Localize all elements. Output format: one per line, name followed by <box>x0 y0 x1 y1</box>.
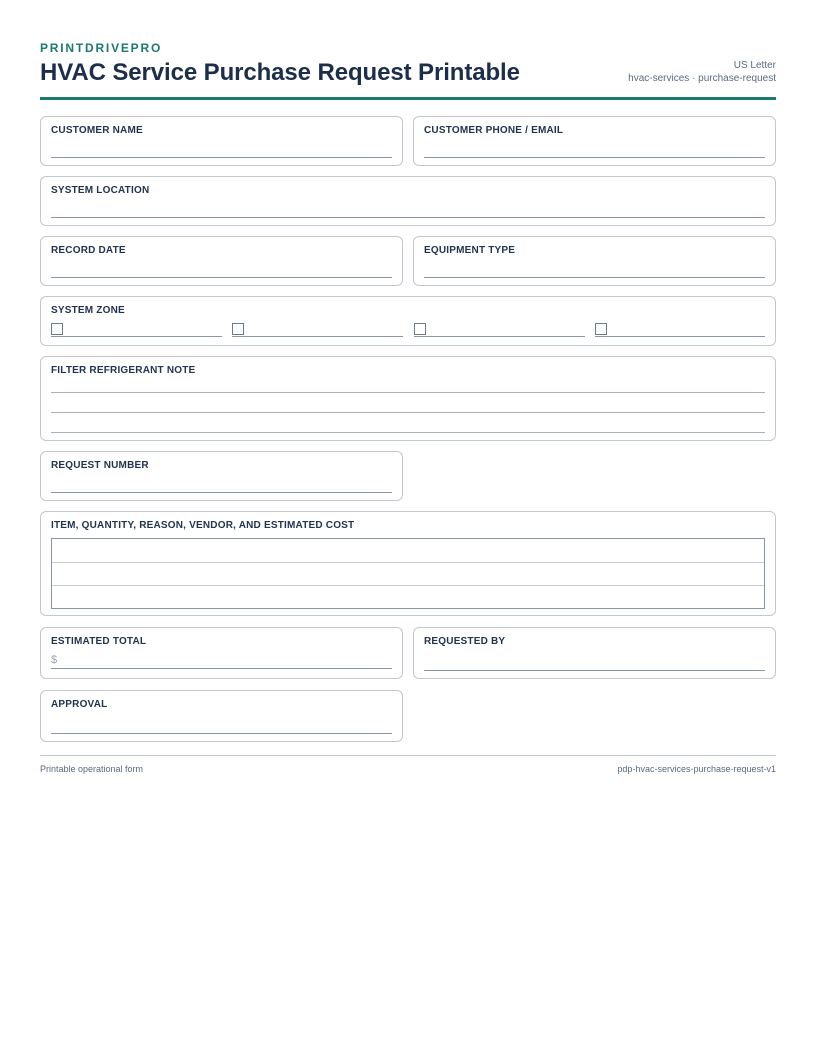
system-zone-label: SYSTEM ZONE <box>51 305 125 316</box>
request-number-label: REQUEST NUMBER <box>51 460 149 471</box>
zone-line-4[interactable] <box>595 336 765 337</box>
estimated-total-label: ESTIMATED TOTAL <box>51 636 147 647</box>
items-grid[interactable] <box>51 538 765 609</box>
system-location-line[interactable] <box>51 217 765 218</box>
header-rule <box>40 97 776 100</box>
estimated-total-field[interactable] <box>40 627 403 679</box>
form-header <box>40 40 776 98</box>
equipment-type-field[interactable] <box>413 236 776 286</box>
customer-name-field[interactable] <box>40 116 403 166</box>
customer-contact-field[interactable] <box>413 116 776 166</box>
zone-line-3[interactable] <box>414 336 585 337</box>
zone-checkbox-1[interactable] <box>51 323 63 335</box>
requested-by-field[interactable] <box>413 627 776 679</box>
zone-option-2[interactable] <box>232 323 403 338</box>
request-number-field[interactable] <box>40 451 403 501</box>
approval-label: APPROVAL <box>51 699 108 710</box>
grid-divider-2 <box>52 585 764 586</box>
footer-rule <box>40 755 776 756</box>
zone-checkbox-3[interactable] <box>414 323 426 335</box>
equipment-type-line[interactable] <box>424 277 765 278</box>
zone-line-2[interactable] <box>232 336 403 337</box>
customer-name-line[interactable] <box>51 157 392 158</box>
footer-description: Printable operational form <box>40 764 144 774</box>
system-location-field[interactable] <box>40 176 776 226</box>
form-category: hvac-services · purchase-request <box>628 73 776 84</box>
requested-by-label: REQUESTED BY <box>424 636 506 647</box>
customer-contact-label: CUSTOMER PHONE / EMAIL <box>424 125 564 136</box>
record-date-label: RECORD DATE <box>51 245 126 256</box>
record-date-line[interactable] <box>51 277 392 278</box>
zone-option-1[interactable] <box>51 323 222 338</box>
note-line-3[interactable] <box>51 432 765 433</box>
approval-line[interactable] <box>51 733 392 734</box>
estimated-total-line[interactable] <box>51 668 392 669</box>
customer-contact-line[interactable] <box>424 157 765 158</box>
items-table-field <box>40 511 776 616</box>
customer-name-label: CUSTOMER NAME <box>51 125 143 136</box>
filter-note-field[interactable] <box>40 356 776 441</box>
note-line-2[interactable] <box>51 412 765 413</box>
approval-field[interactable] <box>40 690 403 742</box>
note-line-1[interactable] <box>51 392 765 393</box>
brand-name: PRINTDRIVEPRO <box>40 41 163 55</box>
system-location-label: SYSTEM LOCATION <box>51 185 150 196</box>
record-date-field[interactable] <box>40 236 403 286</box>
zone-option-3[interactable] <box>414 323 585 338</box>
request-number-line[interactable] <box>51 492 392 493</box>
system-zone-field <box>40 296 776 346</box>
requested-by-line[interactable] <box>424 670 765 671</box>
equipment-type-label: EQUIPMENT TYPE <box>424 245 516 256</box>
zone-option-4[interactable] <box>595 323 765 338</box>
zone-line-1[interactable] <box>51 336 222 337</box>
footer-form-id: pdp-hvac-services-purchase-request-v1 <box>617 764 776 774</box>
filter-note-label: FILTER REFRIGERANT NOTE <box>51 365 196 376</box>
paper-size: US Letter <box>733 60 776 71</box>
grid-divider-1 <box>52 562 764 563</box>
items-table-label: ITEM, QUANTITY, REASON, VENDOR, AND ESTIMATED COST <box>51 520 355 531</box>
zone-checkbox-4[interactable] <box>595 323 607 335</box>
form-meta <box>628 59 776 85</box>
zone-checkbox-2[interactable] <box>232 323 244 335</box>
form-title: HVAC Service Purchase Request Printable <box>40 59 520 86</box>
currency-symbol: $ <box>51 654 58 666</box>
